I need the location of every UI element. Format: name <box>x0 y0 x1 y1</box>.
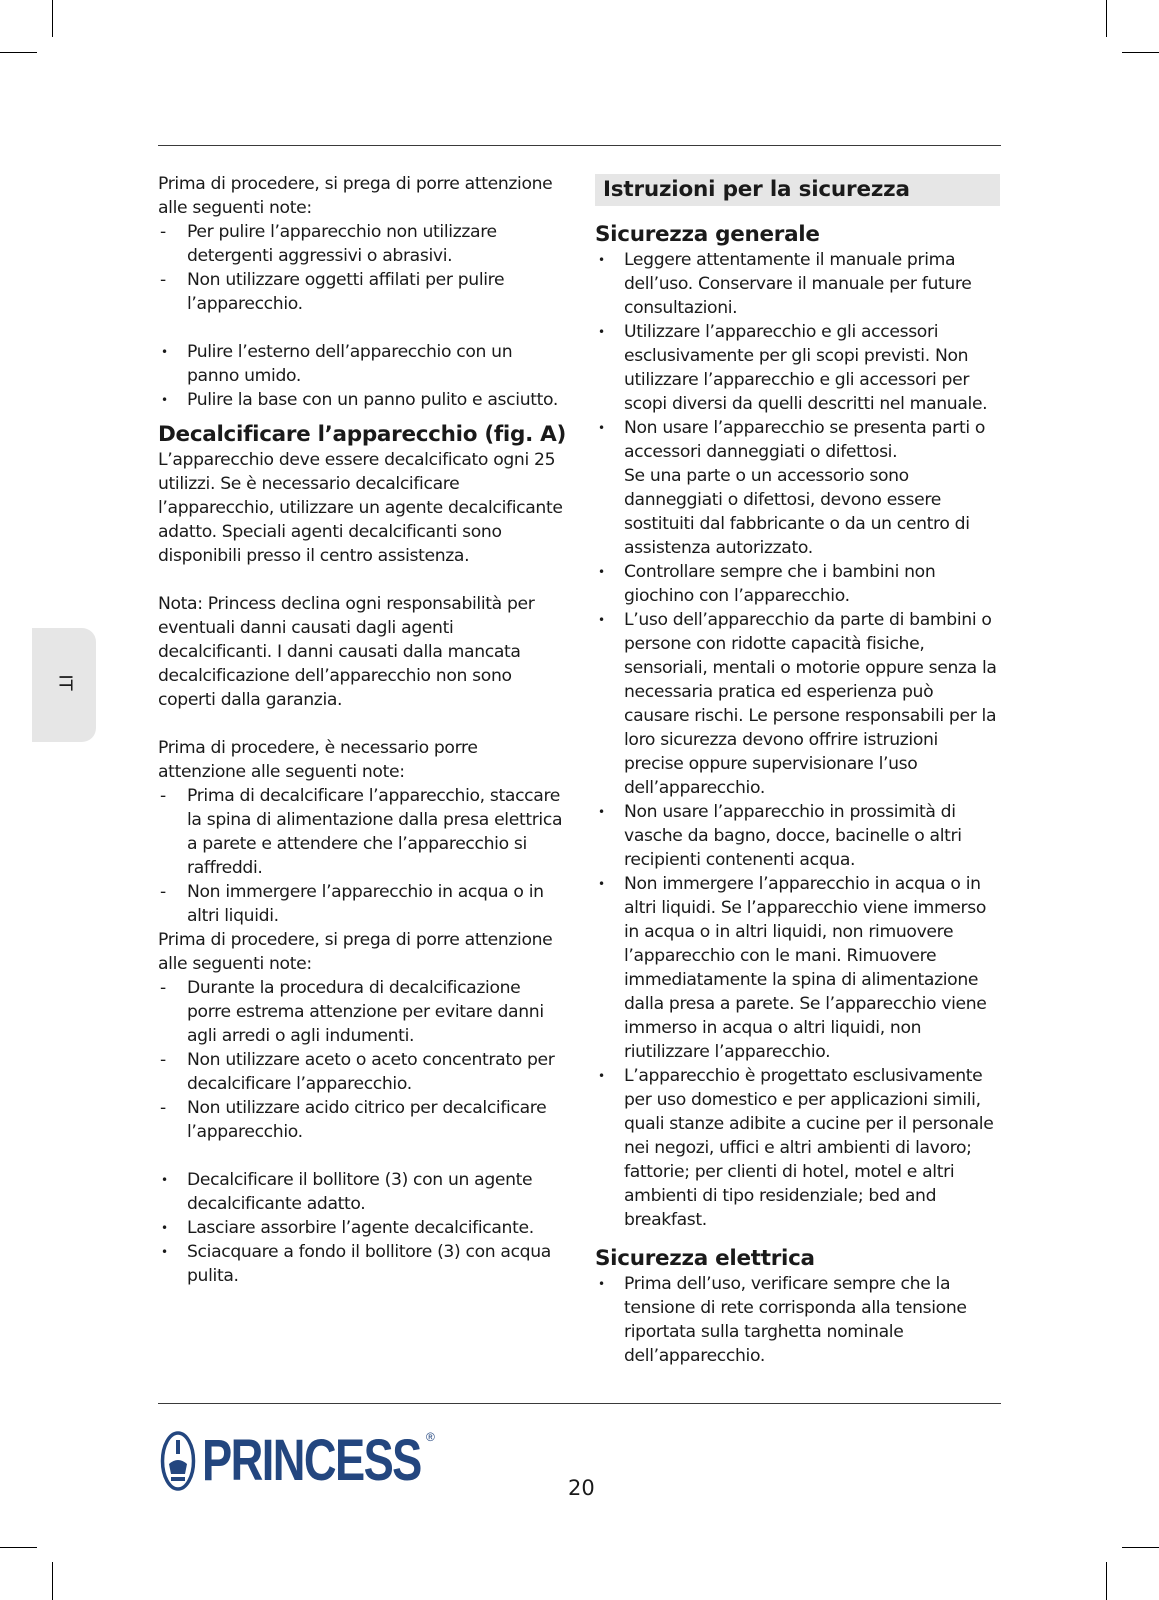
dash-marker: - <box>160 882 166 902</box>
cleaning-steps-list <box>158 340 568 412</box>
list-item: - Durante la procedura di decalcificazione porre estrema attenzione per evitare danni agli arredi o agli indumenti. <box>160 978 544 1046</box>
crop-mark <box>0 1547 37 1548</box>
dash-marker: - <box>160 1098 166 1118</box>
bullet-marker: • <box>598 253 605 267</box>
page-number: 20 <box>568 1476 595 1500</box>
decalcify-warnings-list <box>158 784 568 928</box>
decalcify-steps-list <box>158 1168 568 1288</box>
note-paragraph: Nota: Princess declina ogni responsabilità per eventuali danni causati dagli agenti decalcificanti. I danni causati dalla mancata decalcificazione dell’apparecchio non sono coperti dalla garanzia. <box>158 594 535 710</box>
intro-note: Prima di procedere, si prega di porre attenzione alle seguenti note: <box>158 930 553 974</box>
general-safety-list <box>595 248 1000 1232</box>
list-item: • Controllare sempre che i bambini non giochino con l’apparecchio. <box>598 562 936 606</box>
list-item: • L’uso dell’apparecchio da parte di bambini o persone con ridotte capacità fisiche, sensoriali, mentali o motorie oppure senza la necessaria pratica ed esperienza può causare rischi. Le persone responsabili per la loro sicurezza devono offrire istruzioni precise oppure supervisionare l’uso dell’apparecchio. <box>598 610 997 798</box>
list-item: - Non immergere l’apparecchio in acqua o in altri liquidi. <box>160 882 544 926</box>
list-item: • Sciacquare a fondo il bollitore (3) con acqua pulita. <box>161 1242 551 1286</box>
right-column <box>595 172 1000 1368</box>
language-tab-label: IT <box>54 674 76 691</box>
crop-mark <box>1122 52 1159 53</box>
bullet-marker: • <box>161 1245 168 1259</box>
list-item: • L’apparecchio è progettato esclusivamente per uso domestico e per applicazioni simili, quali stanze adibite a cucine per il personale nei negozi, uffici e altri ambienti di lavoro; fattorie; per clienti di hotel, motel e altri ambienti di tipo residenziale; bed and breakfast. <box>598 1066 994 1230</box>
language-tab <box>32 628 96 742</box>
bullet-marker: • <box>598 565 605 579</box>
list-item: • Non immergere l’apparecchio in acqua o in altri liquidi. Se l’apparecchio viene immerso in acqua o in altri liquidi, non rimuovere l’apparecchio con le mani. Rimuovere immediatamente la spina di alimentazione dalla presa a parete. Se l’apparecchio viene immerso in acqua o altri liquidi, non riutilizzare l’apparecchio. <box>598 874 987 1062</box>
crop-mark <box>0 52 37 53</box>
bullet-marker: • <box>598 421 605 435</box>
bullet-marker: • <box>598 325 605 339</box>
crop-mark <box>52 0 53 37</box>
brand-name: PRINCESS <box>202 1428 421 1493</box>
bullet-marker: • <box>161 345 168 359</box>
electrical-safety-list <box>595 1272 1000 1368</box>
list-item: • Pulire la base con un panno pulito e asciutto. <box>161 390 558 410</box>
decalcify-cautions-list <box>158 976 568 1144</box>
crop-mark <box>52 1562 53 1600</box>
list-item: • Pulire l’esterno dell’apparecchio con un panno umido. <box>161 342 513 386</box>
dash-marker: - <box>160 270 166 290</box>
intro-note: Prima di procedere, è necessario porre attenzione alle seguenti note: <box>158 738 478 782</box>
section-heading-general-safety: Sicurezza generale <box>595 222 820 247</box>
dash-marker: - <box>160 978 166 998</box>
section-heading-electrical-safety: Sicurezza elettrica <box>595 1246 815 1271</box>
list-item: - Prima di decalcificare l’apparecchio, staccare la spina di alimentazione dalla presa elettrica a parete e attendere che l’apparecchio si raffreddi. <box>160 786 563 878</box>
list-item: - Non utilizzare acido citrico per decalcificare l’apparecchio. <box>160 1098 547 1142</box>
bullet-marker: • <box>161 393 168 407</box>
decalcify-paragraph: L’apparecchio deve essere decalcificato ogni 25 utilizzi. Se è necessario decalcificare l’apparecchio, utilizzare un agente decalcificante adatto. Speciali agenti decalcificanti sono disponibili presso il centro assistenza. <box>158 450 563 566</box>
bullet-marker: • <box>598 805 605 819</box>
list-item: • Decalcificare il bollitore (3) con un agente decalcificante adatto. <box>161 1170 533 1214</box>
list-item: - Per pulire l’apparecchio non utilizzare detergenti aggressivi o abrasivi. <box>160 222 497 266</box>
list-item: • Lasciare assorbire l’agente decalcificante. <box>161 1218 534 1238</box>
cleaning-warnings-list <box>158 220 568 316</box>
list-item: - Non utilizzare oggetti affilati per pulire l’apparecchio. <box>160 270 505 314</box>
bullet-marker: • <box>161 1173 168 1187</box>
list-item: - Non utilizzare aceto o aceto concentrato per decalcificare l’apparecchio. <box>160 1050 555 1094</box>
left-column <box>158 172 568 1288</box>
registered-mark: ® <box>426 1430 435 1444</box>
intro-note: Prima di procedere, si prega di porre attenzione alle seguenti note: <box>158 174 553 218</box>
bullet-marker: • <box>598 1069 605 1083</box>
list-item: • Non usare l’apparecchio in prossimità di vasche da bagno, docce, bacinelle o altri recipienti contenenti acqua. <box>598 802 962 870</box>
top-rule <box>158 145 1001 146</box>
crop-mark <box>1106 0 1107 37</box>
crop-mark <box>1106 1562 1107 1600</box>
bullet-marker: • <box>598 1277 605 1291</box>
crop-mark <box>1122 1547 1159 1548</box>
list-item: • Utilizzare l’apparecchio e gli accessori esclusivamente per gli scopi previsti. Non utilizzare l’apparecchio e gli accessori per scopi diversi da quelli descritti nel manuale. <box>598 322 988 414</box>
list-item: • Prima dell’uso, verificare sempre che la tensione di rete corrisponda alla tensione riportata sulla targhetta nominale dell’apparecchio. <box>598 1274 967 1366</box>
safety-banner-title: Istruzioni per la sicurezza <box>595 174 1000 206</box>
bullet-marker: • <box>598 877 605 891</box>
section-heading-decalcify: Decalcificare l’apparecchio (fig. A) <box>158 422 567 447</box>
dash-marker: - <box>160 222 166 242</box>
crown-emblem-icon <box>160 1430 196 1492</box>
dash-marker: - <box>160 786 166 806</box>
bottom-rule <box>158 1403 1001 1404</box>
list-item: • Leggere attentamente il manuale prima dell’uso. Conservare il manuale per future consultazioni. <box>598 250 972 318</box>
list-item: • Non usare l’apparecchio se presenta parti o accessori danneggiati o difettosi. Se una parte o un accessorio sono danneggiati o difettosi, devono essere sostituiti dal fabbricante o da un centro di assistenza autorizzato. <box>598 418 986 558</box>
list-item-continuation: Se una parte o un accessorio sono danneggiati o difettosi, devono essere sostituiti dal fabbricante o da un centro di assistenza autorizzato. <box>624 466 970 558</box>
dash-marker: - <box>160 1050 166 1070</box>
bullet-marker: • <box>161 1221 168 1235</box>
bullet-marker: • <box>598 613 605 627</box>
